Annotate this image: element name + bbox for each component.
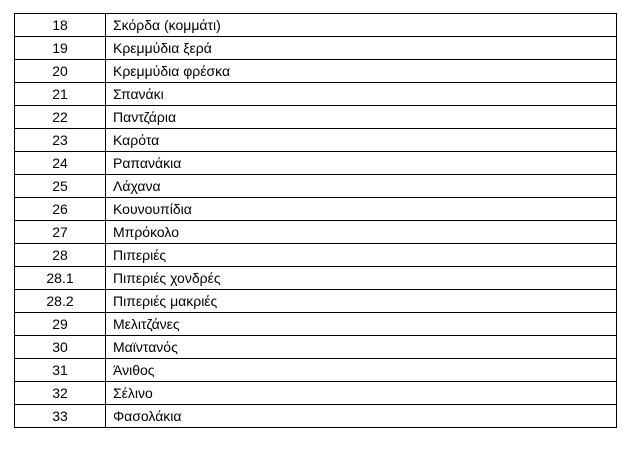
row-number-cell: 20 bbox=[15, 60, 106, 83]
vegetable-name-cell: Πιπεριές μακριές bbox=[106, 290, 617, 313]
vegetable-name-cell: Άνιθος bbox=[106, 359, 617, 382]
row-number-cell: 22 bbox=[15, 106, 106, 129]
table-row bbox=[15, 106, 617, 129]
row-number-cell: 23 bbox=[15, 129, 106, 152]
row-number-cell: 30 bbox=[15, 336, 106, 359]
row-number-cell: 28.1 bbox=[15, 267, 106, 290]
table-row bbox=[15, 382, 617, 405]
row-number-cell: 21 bbox=[15, 83, 106, 106]
vegetable-table bbox=[14, 13, 617, 428]
table-row bbox=[15, 244, 617, 267]
row-number-cell: 28.2 bbox=[15, 290, 106, 313]
vegetable-name-cell: Φασολάκια bbox=[106, 405, 617, 428]
vegetable-name-cell: Σπανάκι bbox=[106, 83, 617, 106]
vegetable-name-cell: Λάχανα bbox=[106, 175, 617, 198]
row-number-cell: 32 bbox=[15, 382, 106, 405]
table-row bbox=[15, 175, 617, 198]
vegetable-name-cell: Μαϊντανός bbox=[106, 336, 617, 359]
table-row bbox=[15, 198, 617, 221]
table-row bbox=[15, 37, 617, 60]
vegetable-name-cell: Μελιτζάνες bbox=[106, 313, 617, 336]
table-row bbox=[15, 336, 617, 359]
row-number-cell: 26 bbox=[15, 198, 106, 221]
row-number-cell: 27 bbox=[15, 221, 106, 244]
table-row bbox=[15, 152, 617, 175]
row-number-cell: 31 bbox=[15, 359, 106, 382]
table-row bbox=[15, 83, 617, 106]
table-row bbox=[15, 14, 617, 37]
row-number-cell: 28 bbox=[15, 244, 106, 267]
vegetable-table-container bbox=[14, 13, 616, 428]
table-row bbox=[15, 405, 617, 428]
table-row bbox=[15, 359, 617, 382]
row-number-cell: 19 bbox=[15, 37, 106, 60]
vegetable-name-cell: Καρότα bbox=[106, 129, 617, 152]
row-number-cell: 33 bbox=[15, 405, 106, 428]
table-row bbox=[15, 267, 617, 290]
vegetable-name-cell: Ραπανάκια bbox=[106, 152, 617, 175]
vegetable-name-cell: Παντζάρια bbox=[106, 106, 617, 129]
vegetable-name-cell: Μπρόκολο bbox=[106, 221, 617, 244]
vegetable-name-cell: Πιπεριές χονδρές bbox=[106, 267, 617, 290]
row-number-cell: 24 bbox=[15, 152, 106, 175]
vegetable-name-cell: Κουνουπίδια bbox=[106, 198, 617, 221]
row-number-cell: 29 bbox=[15, 313, 106, 336]
row-number-cell: 18 bbox=[15, 14, 106, 37]
table-row bbox=[15, 221, 617, 244]
table-row bbox=[15, 60, 617, 83]
vegetable-name-cell: Πιπεριές bbox=[106, 244, 617, 267]
vegetable-name-cell: Κρεμμύδια ξερά bbox=[106, 37, 617, 60]
vegetable-name-cell: Κρεμμύδια φρέσκα bbox=[106, 60, 617, 83]
vegetable-name-cell: Σκόρδα (κομμάτι) bbox=[106, 14, 617, 37]
vegetable-name-cell: Σέλινο bbox=[106, 382, 617, 405]
table-row bbox=[15, 313, 617, 336]
table-row bbox=[15, 129, 617, 152]
row-number-cell: 25 bbox=[15, 175, 106, 198]
table-row bbox=[15, 290, 617, 313]
vegetable-table-body bbox=[15, 14, 617, 428]
